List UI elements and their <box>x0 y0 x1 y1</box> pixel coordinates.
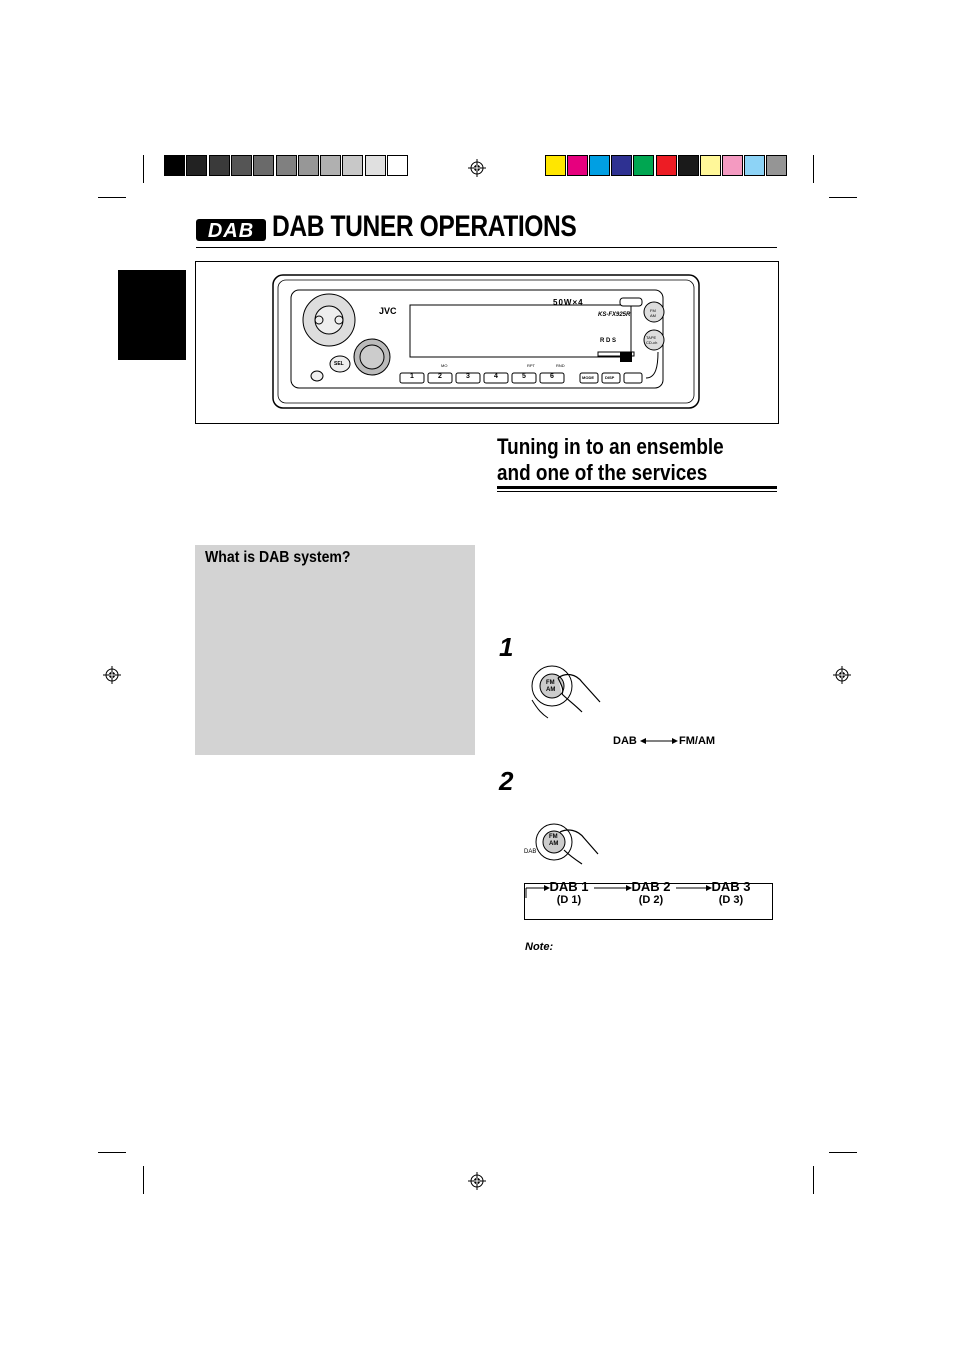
band-dab2-name: DAB 2 <box>631 879 671 894</box>
crop-mark <box>813 1166 814 1194</box>
gray-swatch <box>253 155 274 176</box>
mode-button-label: MODE <box>582 375 594 380</box>
page-title: DAB TUNER OPERATIONS <box>272 210 577 243</box>
step1-to-label: FM/AM <box>679 735 716 747</box>
model-number: KS-FX925R <box>598 312 631 318</box>
heading-rule <box>497 486 777 489</box>
gray-swatch <box>231 155 252 176</box>
color-swatch <box>722 155 743 176</box>
gray-swatch <box>186 155 207 176</box>
info-box-title: What is DAB system? <box>205 549 351 566</box>
registration-mark-icon <box>468 159 486 177</box>
rds-label: R D S <box>600 338 617 344</box>
color-swatch <box>567 155 588 176</box>
color-swatch <box>633 155 654 176</box>
gray-swatch <box>298 155 319 176</box>
band-dab3-code: (D 3) <box>718 894 744 906</box>
preset-4-label: 4 <box>494 373 498 380</box>
band-dab2 <box>621 879 681 906</box>
hand-press-button-icon <box>528 660 608 720</box>
gray-swatch <box>320 155 341 176</box>
sel-button-label: SEL <box>334 361 344 367</box>
rpt-indicator: RPT <box>527 363 535 368</box>
color-swatch <box>656 155 677 176</box>
band-dab3-name: DAB 3 <box>711 879 751 894</box>
step1-button-text: FM AM <box>546 680 556 693</box>
registration-mark-icon <box>103 666 121 684</box>
band-dab3 <box>701 879 761 906</box>
dab-logo-text: DAB <box>207 220 255 242</box>
note-label: Note: <box>525 941 554 953</box>
color-swatch <box>611 155 632 176</box>
crop-mark <box>813 155 814 183</box>
preset-2-label: 2 <box>438 373 442 380</box>
band-dab1-code: (D 1) <box>556 894 582 906</box>
section-tab <box>118 270 186 360</box>
band-dab2-code: (D 2) <box>638 894 664 906</box>
step1-from-label: DAB <box>613 735 637 747</box>
rnd-indicator: RND <box>556 363 565 368</box>
step-2-number: 2 <box>499 766 514 796</box>
crop-mark <box>143 1166 144 1194</box>
step2-side-label: DAB <box>524 849 537 855</box>
color-swatch <box>589 155 610 176</box>
tape-button-label: TAPE CD-ch <box>646 335 658 345</box>
disp-button-label: DISP <box>605 375 615 380</box>
gray-swatch <box>365 155 386 176</box>
gray-swatch <box>209 155 230 176</box>
info-box <box>195 545 475 755</box>
band-dab1-name: DAB 1 <box>549 879 589 894</box>
heading-rule <box>497 491 777 492</box>
mo-indicator: MO <box>441 363 448 368</box>
preset-6-label: 6 <box>550 373 554 380</box>
crop-mark <box>829 1152 857 1153</box>
brand-logo: JVC <box>379 306 397 316</box>
dab-logo-icon <box>196 217 266 243</box>
section-heading: Tuning in to an ensemble and one of the services <box>497 434 724 485</box>
crop-mark <box>143 155 144 183</box>
step2-button-text: FM AM <box>549 834 559 847</box>
preset-1-label: 1 <box>410 373 414 380</box>
radio-figure <box>195 261 779 424</box>
color-swatch <box>700 155 721 176</box>
preset-3-label: 3 <box>466 373 470 380</box>
color-swatch <box>545 155 566 176</box>
gray-swatch <box>342 155 363 176</box>
crop-mark <box>98 1152 126 1153</box>
double-arrow-icon <box>640 736 678 746</box>
crop-mark <box>829 197 857 198</box>
step-1-number: 1 <box>499 632 514 662</box>
gray-swatch <box>276 155 297 176</box>
title-divider <box>196 247 777 248</box>
power-rating: 50W×4 <box>553 298 584 307</box>
preset-5-label: 5 <box>522 373 526 380</box>
car-radio-illustration <box>196 262 778 423</box>
hand-press-button-icon <box>534 818 604 866</box>
registration-mark-icon <box>468 1172 486 1190</box>
band-dab1 <box>539 879 599 906</box>
color-swatch <box>744 155 765 176</box>
registration-mark-icon <box>833 666 851 684</box>
gray-swatch <box>387 155 408 176</box>
fm-am-button-label: FM AM <box>650 308 656 318</box>
color-swatch <box>766 155 787 176</box>
gray-swatch <box>164 155 185 176</box>
color-swatch <box>678 155 699 176</box>
crop-mark <box>98 197 126 198</box>
